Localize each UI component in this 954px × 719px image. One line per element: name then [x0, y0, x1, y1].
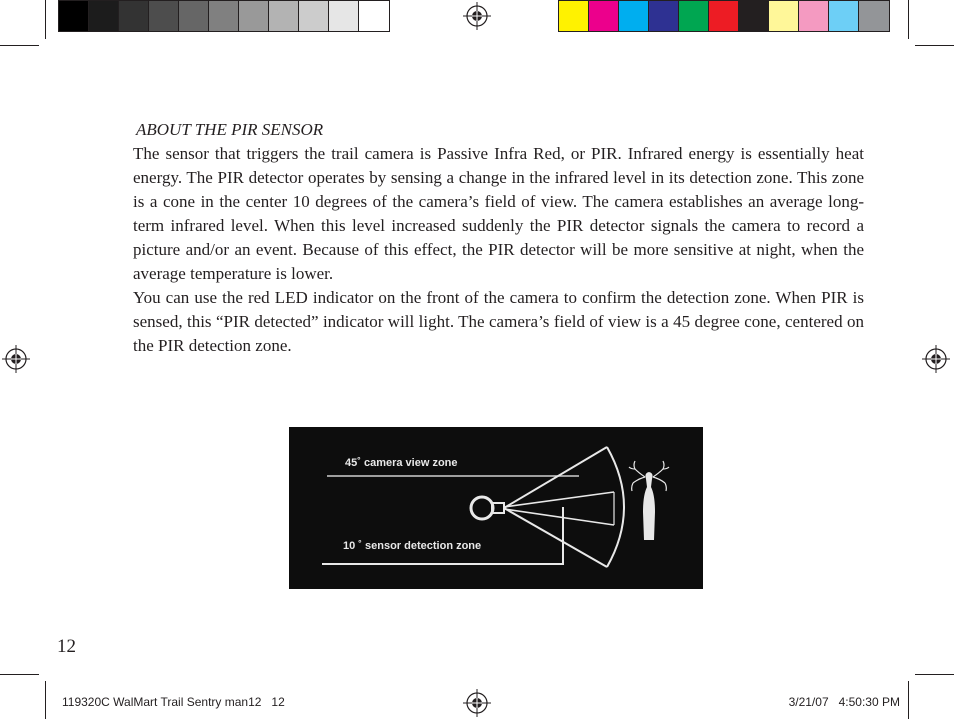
crop-mark	[45, 681, 46, 719]
color-swatch	[329, 1, 359, 31]
color-swatch	[559, 1, 589, 31]
color-swatch	[589, 1, 619, 31]
registration-mark-icon	[2, 345, 30, 373]
crop-mark	[915, 674, 954, 675]
color-swatch	[619, 1, 649, 31]
pir-zone-illustration	[289, 427, 703, 589]
color-swatch	[829, 1, 859, 31]
color-swatch	[709, 1, 739, 31]
color-swatch	[269, 1, 299, 31]
color-swatch	[739, 1, 769, 31]
slug-timestamp: 3/21/07 4:50:30 PM	[788, 695, 900, 709]
crop-mark	[908, 0, 909, 39]
color-swatch	[799, 1, 829, 31]
crop-mark	[0, 45, 39, 46]
page-number: 12	[57, 636, 76, 657]
color-swatch	[239, 1, 269, 31]
paragraph: The sensor that triggers the trail camera is Passive Infra Red, or PIR. Infrared energy is essentially heat energy. The PIR detector operates by sensing a change in the infrared level in its detection zone. This zone is a cone in the center 10 degrees of the camera’s field of view. The camera establishes an average long-term infrared level. When this level increased suddenly the PIR detector signals the camera to record a picture and/or an event. Because of this effect, the PIR detector will be more sensitive at night, when the average temperature is lower.	[133, 144, 864, 283]
color-swatch	[679, 1, 709, 31]
color-swatch	[209, 1, 239, 31]
color-swatch	[119, 1, 149, 31]
process-color-bar	[558, 0, 890, 32]
registration-mark-icon	[922, 345, 950, 373]
crop-mark	[908, 681, 909, 719]
color-swatch	[769, 1, 799, 31]
color-swatch	[59, 1, 89, 31]
registration-mark-icon	[463, 2, 491, 30]
crop-mark	[45, 0, 46, 39]
color-swatch	[149, 1, 179, 31]
color-swatch	[359, 1, 389, 31]
color-swatch	[89, 1, 119, 31]
camera-view-zone-label: 45˚ camera view zone	[345, 457, 458, 469]
color-swatch	[179, 1, 209, 31]
crop-mark	[0, 674, 39, 675]
color-swatch	[649, 1, 679, 31]
pir-zone-diagram	[289, 427, 703, 589]
paragraph: You can use the red LED indicator on the front of the camera to confirm the detection zone. When PIR is sensed, this “PIR detected” indicator will light. The camera’s field of view is a 45 degree cone, centered on the PIR detection zone.	[133, 288, 864, 355]
color-swatch	[859, 1, 889, 31]
section-heading: ABOUT THE PIR SENSOR	[136, 120, 324, 139]
grayscale-color-bar	[58, 0, 390, 32]
slug-file-info: 119320C WalMart Trail Sentry man12 12	[62, 695, 285, 709]
sensor-detection-zone-label: 10 ˚ sensor detection zone	[343, 540, 482, 552]
registration-mark-icon	[463, 689, 491, 717]
body-text	[133, 142, 864, 358]
color-swatch	[299, 1, 329, 31]
crop-mark	[915, 45, 954, 46]
